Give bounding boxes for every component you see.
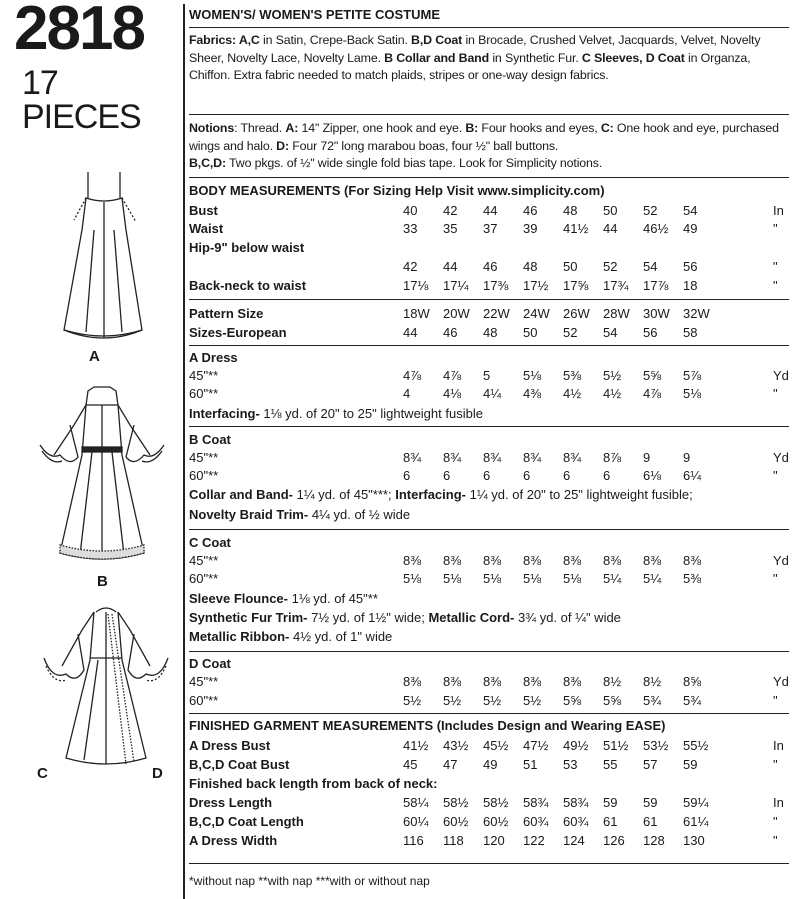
costume-title: WOMEN'S/ WOMEN'S PETITE COSTUME [189,7,441,22]
size-value: 59¼ [683,795,709,810]
size-value: 46½ [643,221,669,236]
size-value: 9 [683,450,691,465]
b-coat-braid-label: Novelty Braid Trim- [189,507,309,522]
view-a-illustration [50,170,160,345]
size-value: 58¼ [403,795,429,810]
size-value: 8⅜ [603,553,622,568]
size-value: 60½ [483,814,509,829]
c-coat-ribbon-note [189,628,392,646]
c-coat-yardage-row [189,570,789,588]
size-value: 28W [603,306,630,321]
size-value: 30W [643,306,670,321]
unit-label: " [773,221,778,236]
notions-view-b: B: [465,121,479,135]
finished-measurement-row [189,813,789,831]
size-value: 18 [683,278,698,293]
c-coat-cord-label: Metallic Cord- [428,610,515,625]
size-value: 5¾ [643,693,662,708]
size-value: 49 [483,757,498,772]
unit-label: " [773,386,778,401]
size-value: 5⅛ [523,571,542,586]
size-value: 55 [603,757,618,772]
size-value: 47 [443,757,458,772]
size-value: 17½ [523,278,549,293]
view-b-label: B [97,573,108,590]
size-value: 5½ [403,693,422,708]
size-value: 44 [403,325,418,340]
size-value: 8¾ [443,450,462,465]
b-coat-interfacing-text: 1¼ yd. of 20" to 25" lightweight fusible; [466,487,693,502]
size-value: 8¾ [563,450,582,465]
a-dress-heading: A Dress [189,350,238,365]
unit-label: " [773,693,778,708]
d-coat-yardage-row [189,692,789,710]
size-value: 5⅞ [683,368,702,383]
size-value: 128 [643,833,665,848]
unit-label: Yd [773,450,789,465]
notions-label: Notions [189,121,235,135]
fabrics-text-4: in Organza, Chiffon. Extra fabric needed to match plaids, stripes or one-way design fabrics. [189,50,751,83]
size-value: 126 [603,833,625,848]
finished-measurement-row [189,756,789,774]
size-row [189,324,789,342]
a-dress-interfacing-label: Interfacing- [189,406,260,421]
c-coat-fur-label: Synthetic Fur Trim- [189,610,308,625]
row-label: 60"** [189,386,219,401]
size-value: 5⅝ [563,693,582,708]
size-value: 47½ [523,738,549,753]
fabrics-view-b-collar: B Collar and Band [384,50,490,65]
size-value: 5⅛ [563,571,582,586]
size-value: 8⅜ [403,553,422,568]
size-value: 17⅜ [483,278,509,293]
unit-label: " [773,814,778,829]
size-value: 61¼ [683,814,709,829]
size-value: 60¾ [563,814,589,829]
size-value: 8⅜ [643,553,662,568]
fabrics-view-bd: B,D Coat [411,33,463,47]
size-value: 52 [563,325,578,340]
size-value: 4⅜ [523,386,542,401]
size-value: 26W [563,306,590,321]
size-value: 8½ [603,674,622,689]
fabrics-text-3: in Synthetic Fur. [489,50,582,65]
size-value: 116 [403,833,424,848]
fabrics-view-cd: C Sleeves, D Coat [581,50,685,65]
c-coat-ribbon-label: Metallic Ribbon- [189,629,290,644]
size-value: 5½ [603,368,622,383]
pattern-number: 2818 [14,0,144,63]
c-coat-fur-text: 7½ yd. of 1½" wide; [307,610,429,625]
view-d-label: D [152,765,163,782]
b-coat-heading: B Coat [189,432,231,447]
size-value: 58 [683,325,698,340]
size-value: 5⅛ [483,571,502,586]
size-value: 8¾ [523,450,542,465]
notions-paragraph [189,120,789,173]
size-value: 5⅛ [523,368,542,383]
notions-text-0: : Thread. [234,121,286,135]
notions-view-a: A: [285,121,299,135]
a-dress-yardage-row [189,367,789,385]
fabrics-view-ac: A,C [238,33,260,47]
size-value: 24W [523,306,550,321]
size-value: 49½ [563,738,589,753]
row-label: Back-neck to waist [189,278,307,293]
c-coat-flounce-note [189,590,378,608]
size-value: 8⅝ [683,674,702,689]
c-coat-heading: C Coat [189,535,231,550]
unit-label: Yd [773,368,789,383]
row-label: 60"** [189,693,219,708]
row-label: 60"** [189,571,219,586]
d-coat-yardage-row [189,673,789,691]
size-value: 50 [563,259,578,274]
size-value: 5¾ [683,693,702,708]
row-label: Finished back length from back of neck: [189,776,438,791]
notions-text-4: Four 72" long marabou boas, four ½" ball buttons. [288,138,559,153]
size-value: 5⅛ [403,571,422,586]
size-value: 4 [403,386,411,401]
size-value: 32W [683,306,710,321]
size-value: 56 [643,325,658,340]
b-coat-collar-label: Collar and Band- [189,487,294,502]
unit-label: " [773,259,778,274]
finished-measurement-row [189,832,789,850]
body-measurements-heading: BODY MEASUREMENTS (For Sizing Help Visit www.simplicity.com) [189,183,605,198]
notions-text-2: Four hooks and eyes, [478,121,601,135]
size-value: 54 [603,325,618,340]
notions-view-bcd: B,C,D: [189,156,226,171]
size-value: 46 [483,259,498,274]
divider [189,426,789,427]
size-value: 44 [443,259,458,274]
size-value: 18W [403,306,430,321]
finished-measurement-row [189,794,789,812]
notions-text-3: One hook and eye, purchased wings and halo. [189,121,779,153]
size-value: 8⅜ [563,553,582,568]
view-cd-illustration [36,600,176,770]
b-coat-collar-text: 1¼ yd. of 45"***; [293,487,396,502]
size-value: 5¼ [643,571,662,586]
size-value: 5½ [443,693,462,708]
fabrics-label: Fabrics: [189,33,239,47]
size-value: 8⅜ [523,674,542,689]
size-value: 6¼ [683,468,702,483]
size-value: 5⅝ [603,693,622,708]
size-value: 43½ [443,738,469,753]
row-label: Pattern Size [189,306,264,321]
size-value: 58½ [443,795,469,810]
size-value: 9 [643,450,651,465]
fabrics-text-1: in Satin, Crepe-Back Satin. [259,33,412,47]
c-coat-trim-note [189,609,621,627]
size-value: 17⅞ [643,278,669,293]
size-value: 45 [403,757,418,772]
row-label: Dress Length [189,795,273,810]
size-value: 5⅜ [683,571,702,586]
column-divider [183,4,185,899]
size-value: 5½ [483,693,502,708]
row-label: Hip-9" below waist [189,240,305,255]
size-value: 41½ [563,221,589,236]
size-value: 22W [483,306,510,321]
row-label: 45"** [189,368,219,383]
row-label: A Dress Bust [189,738,271,753]
size-value: 4⅞ [403,368,422,383]
unit-label: In [773,795,784,810]
nap-footnote: *without nap **with nap ***with or without nap [189,874,430,888]
divider [189,713,789,714]
unit-label: Yd [773,553,789,568]
size-value: 5⅝ [643,368,662,383]
size-value: 37 [483,221,498,236]
size-value: 8⅜ [403,674,422,689]
unit-label: Yd [773,674,789,689]
unit-label: " [773,278,778,293]
size-value: 44 [603,221,618,236]
size-value: 49 [683,221,698,236]
divider [189,177,789,178]
size-value: 4⅞ [443,368,462,383]
unit-label: " [773,468,778,483]
size-value: 61 [643,814,658,829]
size-value: 6 [523,468,531,483]
size-value: 124 [563,833,585,848]
size-value: 6 [603,468,611,483]
size-value: 44 [483,203,498,218]
finished-measurement-row [189,737,789,755]
size-value: 39 [523,221,538,236]
row-label: B,C,D Coat Length [189,814,304,829]
body-measurement-row [189,239,789,257]
row-label: 45"** [189,450,219,465]
size-value: 17¼ [443,278,469,293]
size-value: 41½ [403,738,429,753]
size-value: 50 [523,325,538,340]
size-value: 57 [643,757,658,772]
size-value: 8⅜ [563,674,582,689]
size-value: 60½ [443,814,469,829]
body-measurement-row [189,202,789,220]
b-coat-braid-text: 4¼ yd. of ½ wide [308,507,411,522]
unit-label: In [773,203,784,218]
c-coat-flounce-label: Sleeve Flounce- [189,591,288,606]
finished-measurement-row [189,775,789,793]
row-label: 60"** [189,468,219,483]
size-value: 48 [523,259,538,274]
size-value: 4¼ [483,386,502,401]
row-label: A Dress Width [189,833,278,848]
notions-text-5: Two pkgs. of ½" wide single fold bias tape. Look for Simplicity notions. [225,156,603,171]
left-panel [0,0,183,899]
row-label: 45"** [189,553,219,568]
info-panel [189,0,789,899]
size-value: 33 [403,221,418,236]
divider [189,651,789,652]
b-coat-braid-note [189,506,410,524]
size-value: 120 [483,833,505,848]
c-coat-yardage-row [189,552,789,570]
d-coat-heading: D Coat [189,656,231,671]
size-value: 6 [443,468,451,483]
divider [189,114,789,115]
body-measurement-row [189,220,789,238]
unit-label: " [773,833,778,848]
b-coat-yardage-row [189,467,789,485]
size-value: 58½ [483,795,509,810]
size-value: 52 [603,259,618,274]
size-value: 55½ [683,738,709,753]
size-value: 46 [443,325,458,340]
size-value: 35 [443,221,458,236]
fabrics-text-2: in Brocade, Crushed Velvet, Jacquards, Velvet, Novelty Sheer, Novelty Lace, Novelty Lame. [189,33,761,65]
size-row [189,305,789,323]
size-value: 50 [603,203,618,218]
size-value: 59 [683,757,698,772]
size-value: 8⅜ [443,553,462,568]
size-value: 8⅜ [683,553,702,568]
row-label: 45"** [189,674,219,689]
size-value: 8½ [643,674,662,689]
size-value: 118 [443,833,464,848]
size-value: 48 [483,325,498,340]
divider [189,345,789,346]
size-value: 53½ [643,738,669,753]
size-value: 20W [443,306,470,321]
body-measurement-row [189,277,789,295]
row-label: Sizes-European [189,325,287,340]
size-value: 8⅜ [523,553,542,568]
b-coat-collar-note [189,486,693,504]
size-value: 17⅛ [403,278,429,293]
divider [189,299,789,300]
size-value: 6 [483,468,491,483]
fabrics-paragraph [189,32,789,85]
notions-text-1: 14" Zipper, one hook and eye. [298,121,466,135]
size-value: 52 [643,203,658,218]
size-value: 6 [563,468,571,483]
pieces-count: 17 PIECES [22,64,141,136]
size-value: 59 [643,795,658,810]
size-value: 58¾ [563,795,589,810]
size-value: 17⅝ [563,278,589,293]
size-value: 122 [523,833,545,848]
size-value: 5½ [523,693,542,708]
size-value: 4⅛ [443,386,462,401]
view-c-label: C [37,765,48,782]
size-value: 45½ [483,738,509,753]
size-value: 6⅛ [643,468,662,483]
unit-label: " [773,757,778,772]
unit-label: " [773,571,778,586]
row-label: Waist [189,221,224,236]
size-value: 48 [563,203,578,218]
a-dress-interfacing-note [189,405,483,423]
size-value: 8⅜ [483,674,502,689]
size-value: 5⅜ [563,368,582,383]
divider [189,863,789,864]
size-value: 4½ [563,386,582,401]
c-coat-cord-text: 3¾ yd. of ¼" wide [514,610,621,625]
size-value: 51 [523,757,538,772]
size-value: 4½ [603,386,622,401]
size-value: 8⅜ [443,674,462,689]
size-value: 8¾ [403,450,422,465]
notions-view-d: D: [276,138,289,153]
size-value: 54 [643,259,658,274]
c-coat-flounce-text: 1⅛ yd. of 45"** [287,591,378,606]
b-coat-interfacing-label: Interfacing- [395,487,466,502]
size-value: 5⅛ [683,386,702,401]
view-a-label: A [89,348,100,365]
size-value: 46 [523,203,538,218]
finished-measurements-heading: FINISHED GARMENT MEASUREMENTS (Includes Design and Wearing EASE) [189,718,666,733]
size-value: 42 [443,203,458,218]
size-value: 59 [603,795,618,810]
c-coat-ribbon-text: 4½ yd. of 1" wide [289,629,393,644]
a-dress-yardage-row [189,385,789,403]
size-value: 5 [483,368,491,383]
size-value: 4⅞ [643,386,662,401]
size-value: 40 [403,203,418,218]
divider [189,529,789,530]
size-value: 56 [683,259,698,274]
row-label: Bust [189,203,218,218]
row-label: B,C,D Coat Bust [189,757,290,772]
size-value: 5⅛ [443,571,462,586]
size-value: 58¾ [523,795,549,810]
size-value: 17¾ [603,278,629,293]
divider [189,27,789,28]
size-value: 61 [603,814,618,829]
size-value: 8⅞ [603,450,622,465]
size-value: 5¼ [603,571,622,586]
size-value: 42 [403,259,418,274]
size-value: 8¾ [483,450,502,465]
size-value: 60¾ [523,814,549,829]
b-coat-yardage-row [189,449,789,467]
size-value: 60¼ [403,814,429,829]
body-measurement-row [189,258,789,276]
size-value: 6 [403,468,411,483]
unit-label: In [773,738,784,753]
size-value: 8⅜ [483,553,502,568]
a-dress-interfacing-text: 1⅛ yd. of 20" to 25" lightweight fusible [259,406,483,421]
view-b-illustration [30,385,175,565]
notions-view-c: C: [600,121,614,135]
size-value: 130 [683,833,705,848]
size-value: 53 [563,757,578,772]
size-value: 54 [683,203,698,218]
size-value: 51½ [603,738,629,753]
